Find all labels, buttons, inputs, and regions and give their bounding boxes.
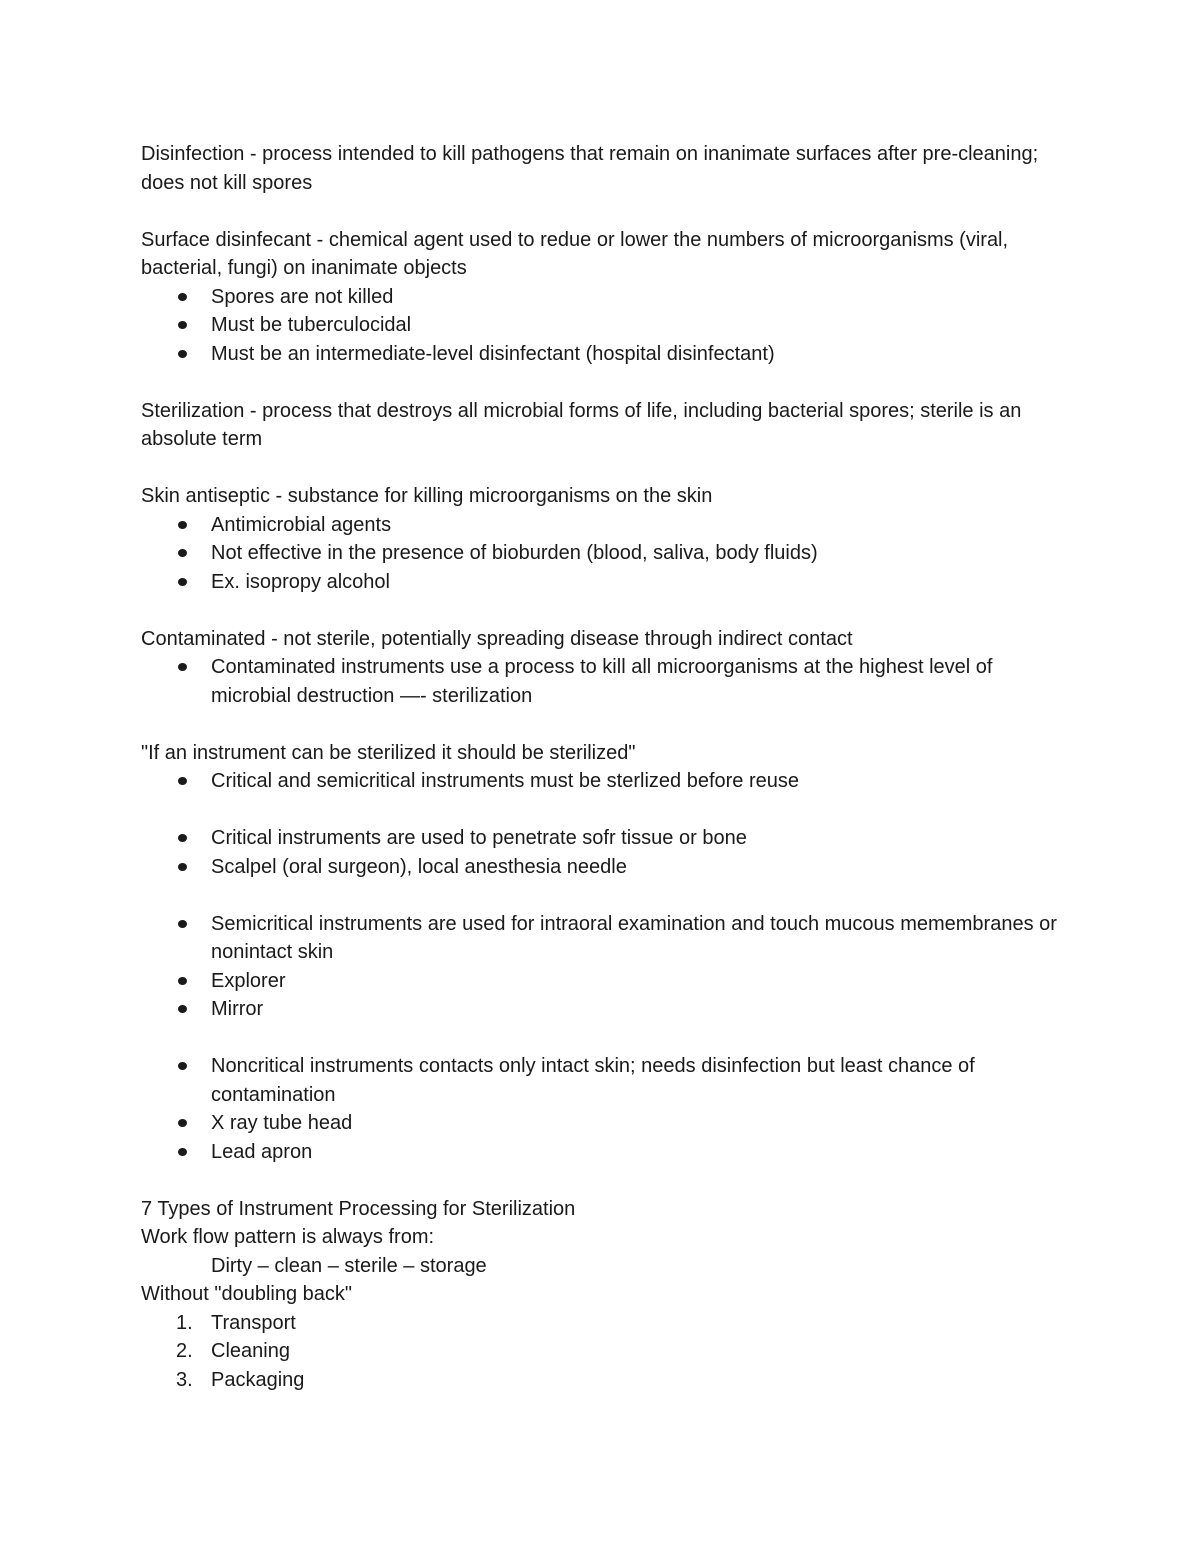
skin-antiseptic-definition: Skin antiseptic - substance for killing microorganisms on the skin: [141, 485, 713, 507]
disinfection-definition: Disinfection - process intended to kill pathogens that remain on inanimate surfaces after pre-cleaning; does not kill spores: [141, 143, 1039, 194]
contaminated-definition: Contaminated - not sterile, potentially spreading disease through indirect contact: [141, 627, 853, 650]
list-item: Semicritical instruments are used for intraoral examination and touch mucous memembranes or nonintact skin: [141, 910, 1071, 967]
bullet-icon: [178, 293, 187, 301]
bullet-icon: [178, 1005, 187, 1013]
bullet-icon: [178, 1148, 187, 1156]
step-number: 2.: [176, 1340, 193, 1362]
noncritical-list: [141, 1052, 1071, 1166]
processing-title: 7 Types of Instrument Processing for Sterilization: [141, 1197, 576, 1220]
skin-antiseptic-list: [141, 511, 1071, 597]
list-item: Not effective in the presence of bioburden (blood, saliva, body fluids): [141, 539, 1071, 568]
list-item: Scalpel (oral surgeon), local anesthesia needle: [141, 853, 1071, 882]
workflow-pattern: Dirty – clean – sterile – storage: [211, 1254, 487, 1277]
bullet-icon: [178, 1062, 187, 1070]
surface-disinfectant-list: [141, 283, 1071, 369]
list-item: X ray tube head: [141, 1109, 1071, 1138]
bullet-icon: [178, 977, 187, 985]
contaminated-list: [141, 653, 1071, 710]
bullet-icon: [178, 350, 187, 358]
list-item: Contaminated instruments use a process to kill all microorganisms at the highest level of microbial destruction —- sterilization: [141, 653, 1071, 710]
bullet-icon: [178, 521, 187, 529]
bullet-icon: [178, 663, 187, 671]
step-number: 1.: [176, 1311, 193, 1334]
workflow-label: Work flow pattern is always from:: [141, 1226, 435, 1248]
list-item: Spores are not killed: [141, 283, 1071, 312]
bullet-icon: [178, 549, 187, 557]
list-item: Antimicrobial agents: [141, 511, 1071, 540]
list-item: 3. Packaging: [141, 1366, 1071, 1395]
step-number: 3.: [176, 1368, 193, 1391]
bullet-icon: [178, 920, 187, 928]
document-page: [141, 140, 1071, 1394]
bullet-icon: [178, 321, 187, 329]
list-item: 2. Cleaning: [141, 1337, 1071, 1366]
processing-steps: [141, 1309, 1071, 1395]
list-item: Mirror: [141, 995, 1071, 1024]
critical-list: [141, 824, 1071, 881]
list-item: Critical and semicritical instruments must be sterlized before reuse: [141, 767, 1071, 796]
quote-list-1: [141, 767, 1071, 796]
bullet-icon: [178, 834, 187, 842]
sterilization-definition: Sterilization - process that destroys all microbial forms of life, including bacterial spores; sterile is an absolute term: [141, 399, 1022, 450]
list-item: Critical instruments are used to penetrate sofr tissue or bone: [141, 824, 1071, 853]
list-item: Explorer: [141, 967, 1071, 996]
bullet-icon: [178, 578, 187, 586]
semicritical-list: [141, 910, 1071, 1024]
list-item: Must be tuberculocidal: [141, 311, 1071, 340]
list-item: Ex. isopropy alcohol: [141, 568, 1071, 597]
no-doubling-back: Without "doubling back": [141, 1283, 352, 1305]
list-item: Noncritical instruments contacts only intact skin; needs disinfection but least chance of contamination: [141, 1052, 1071, 1109]
list-item: Lead apron: [141, 1138, 1071, 1167]
bullet-icon: [178, 1119, 187, 1127]
list-item: Must be an intermediate-level disinfectant (hospital disinfectant): [141, 340, 1071, 369]
list-item: 1. Transport: [141, 1309, 1071, 1338]
bullet-icon: [178, 777, 187, 785]
bullet-icon: [178, 863, 187, 871]
sterilize-quote: "If an instrument can be sterilized it should be sterilized": [141, 741, 636, 764]
surface-disinfectant-definition: Surface disinfecant - chemical agent used to redue or lower the numbers of microorganisms (viral, bacterial, fungi) on inanimate objects: [141, 228, 1009, 279]
